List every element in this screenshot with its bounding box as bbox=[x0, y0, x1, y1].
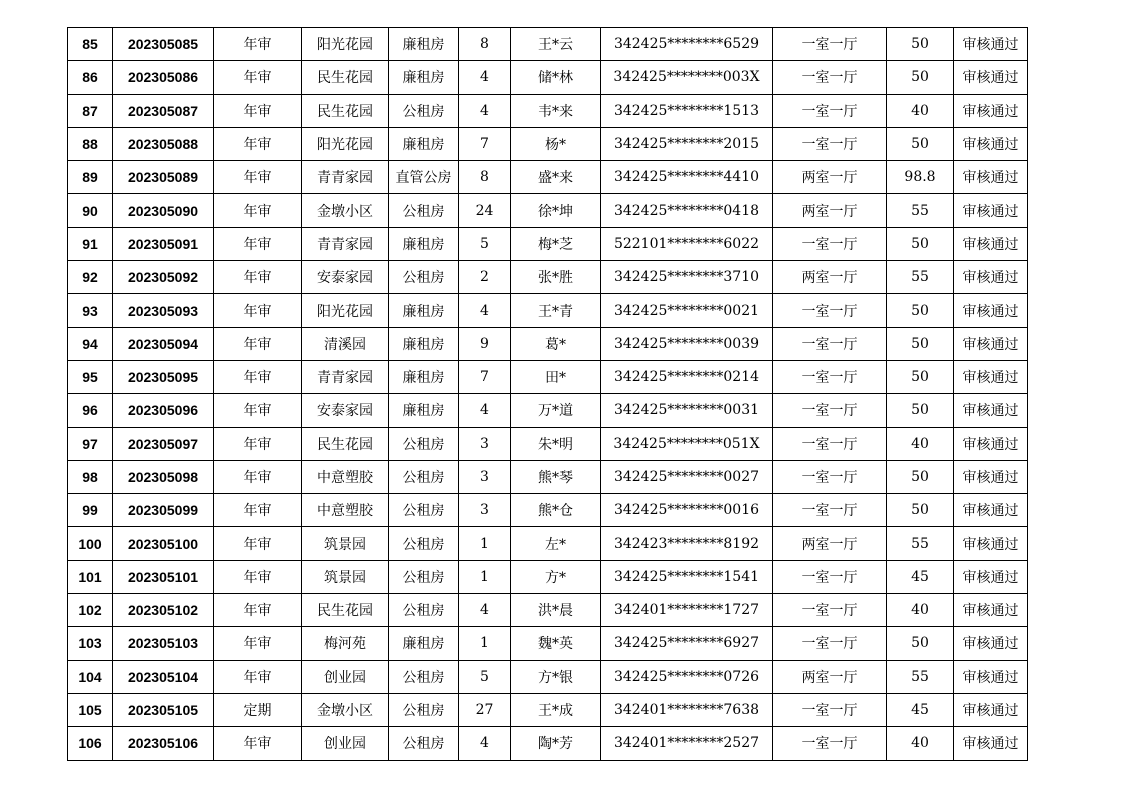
review-status-cell: 审核通过 bbox=[954, 427, 1028, 460]
applicant-name-cell: 王*云 bbox=[511, 28, 601, 61]
id-number-cell: 342425********003X bbox=[601, 61, 773, 94]
housing-type-cell: 公租房 bbox=[389, 660, 459, 693]
housing-type-cell: 廉租房 bbox=[389, 61, 459, 94]
area-cell: 40 bbox=[887, 427, 954, 460]
review-type-cell: 年审 bbox=[214, 327, 302, 360]
id-number-cell: 342425********0214 bbox=[601, 360, 773, 393]
review-status-cell: 审核通过 bbox=[954, 660, 1028, 693]
community-cell: 民生花园 bbox=[302, 61, 389, 94]
applicant-name-cell: 万*道 bbox=[511, 394, 601, 427]
applicant-name-cell: 盛*来 bbox=[511, 161, 601, 194]
table-row bbox=[68, 460, 1028, 493]
area-cell: 55 bbox=[887, 527, 954, 560]
area-cell: 50 bbox=[887, 360, 954, 393]
row-index-cell: 99 bbox=[68, 494, 113, 527]
area-cell: 45 bbox=[887, 560, 954, 593]
housing-type-cell: 廉租房 bbox=[389, 28, 459, 61]
housing-type-cell: 廉租房 bbox=[389, 394, 459, 427]
housing-type-cell: 公租房 bbox=[389, 727, 459, 760]
table-row bbox=[68, 693, 1028, 726]
record-code-cell: 202305104 bbox=[113, 660, 214, 693]
area-cell: 50 bbox=[887, 627, 954, 660]
applicant-name-cell: 田* bbox=[511, 360, 601, 393]
record-code-cell: 202305095 bbox=[113, 360, 214, 393]
review-type-cell: 年审 bbox=[214, 227, 302, 260]
unit-layout-cell: 两室一厅 bbox=[773, 161, 887, 194]
table-row bbox=[68, 327, 1028, 360]
review-type-cell: 年审 bbox=[214, 294, 302, 327]
community-cell: 创业园 bbox=[302, 660, 389, 693]
row-index-cell: 88 bbox=[68, 127, 113, 160]
review-status-cell: 审核通过 bbox=[954, 161, 1028, 194]
table-row bbox=[68, 727, 1028, 760]
applicant-name-cell: 杨* bbox=[511, 127, 601, 160]
community-cell: 金墩小区 bbox=[302, 194, 389, 227]
id-number-cell: 342425********6927 bbox=[601, 627, 773, 660]
id-number-cell: 522101********6022 bbox=[601, 227, 773, 260]
applicant-name-cell: 陶*芳 bbox=[511, 727, 601, 760]
review-type-cell: 年审 bbox=[214, 360, 302, 393]
community-cell: 梅河苑 bbox=[302, 627, 389, 660]
community-cell: 青青家园 bbox=[302, 360, 389, 393]
table-row bbox=[68, 28, 1028, 61]
household-count-cell: 7 bbox=[459, 127, 511, 160]
row-index-cell: 98 bbox=[68, 460, 113, 493]
review-status-cell: 审核通过 bbox=[954, 627, 1028, 660]
row-index-cell: 100 bbox=[68, 527, 113, 560]
housing-type-cell: 公租房 bbox=[389, 594, 459, 627]
record-code-cell: 202305086 bbox=[113, 61, 214, 94]
household-count-cell: 27 bbox=[459, 693, 511, 726]
table-row bbox=[68, 61, 1028, 94]
housing-type-cell: 公租房 bbox=[389, 527, 459, 560]
review-status-cell: 审核通过 bbox=[954, 394, 1028, 427]
record-code-cell: 202305099 bbox=[113, 494, 214, 527]
table-row bbox=[68, 660, 1028, 693]
applicant-name-cell: 方* bbox=[511, 560, 601, 593]
review-status-cell: 审核通过 bbox=[954, 294, 1028, 327]
record-code-cell: 202305085 bbox=[113, 28, 214, 61]
area-cell: 50 bbox=[887, 28, 954, 61]
household-count-cell: 4 bbox=[459, 61, 511, 94]
area-cell: 50 bbox=[887, 460, 954, 493]
household-count-cell: 1 bbox=[459, 627, 511, 660]
household-count-cell: 2 bbox=[459, 261, 511, 294]
id-number-cell: 342425********2015 bbox=[601, 127, 773, 160]
review-type-cell: 年审 bbox=[214, 494, 302, 527]
applicant-name-cell: 方*银 bbox=[511, 660, 601, 693]
community-cell: 民生花园 bbox=[302, 427, 389, 460]
community-cell: 筑景园 bbox=[302, 527, 389, 560]
id-number-cell: 342425********3710 bbox=[601, 261, 773, 294]
row-index-cell: 94 bbox=[68, 327, 113, 360]
unit-layout-cell: 一室一厅 bbox=[773, 394, 887, 427]
unit-layout-cell: 一室一厅 bbox=[773, 560, 887, 593]
area-cell: 40 bbox=[887, 94, 954, 127]
unit-layout-cell: 一室一厅 bbox=[773, 94, 887, 127]
housing-type-cell: 廉租房 bbox=[389, 127, 459, 160]
record-code-cell: 202305088 bbox=[113, 127, 214, 160]
applicant-name-cell: 张*胜 bbox=[511, 261, 601, 294]
record-code-cell: 202305092 bbox=[113, 261, 214, 294]
community-cell: 中意塑胶 bbox=[302, 494, 389, 527]
table-row bbox=[68, 427, 1028, 460]
community-cell: 安泰家园 bbox=[302, 394, 389, 427]
review-type-cell: 年审 bbox=[214, 660, 302, 693]
unit-layout-cell: 一室一厅 bbox=[773, 227, 887, 260]
record-code-cell: 202305101 bbox=[113, 560, 214, 593]
table-row bbox=[68, 594, 1028, 627]
row-index-cell: 92 bbox=[68, 261, 113, 294]
unit-layout-cell: 两室一厅 bbox=[773, 527, 887, 560]
applicant-name-cell: 徐*坤 bbox=[511, 194, 601, 227]
review-type-cell: 年审 bbox=[214, 394, 302, 427]
housing-type-cell: 廉租房 bbox=[389, 227, 459, 260]
area-cell: 55 bbox=[887, 261, 954, 294]
housing-type-cell: 公租房 bbox=[389, 261, 459, 294]
community-cell: 清溪园 bbox=[302, 327, 389, 360]
area-cell: 40 bbox=[887, 727, 954, 760]
review-status-cell: 审核通过 bbox=[954, 494, 1028, 527]
community-cell: 中意塑胶 bbox=[302, 460, 389, 493]
row-index-cell: 85 bbox=[68, 28, 113, 61]
unit-layout-cell: 两室一厅 bbox=[773, 261, 887, 294]
record-code-cell: 202305105 bbox=[113, 693, 214, 726]
record-code-cell: 202305098 bbox=[113, 460, 214, 493]
housing-type-cell: 廉租房 bbox=[389, 294, 459, 327]
review-type-cell: 年审 bbox=[214, 627, 302, 660]
table-row bbox=[68, 394, 1028, 427]
table-row bbox=[68, 194, 1028, 227]
housing-type-cell: 公租房 bbox=[389, 494, 459, 527]
household-count-cell: 4 bbox=[459, 394, 511, 427]
table-row bbox=[68, 294, 1028, 327]
community-cell: 阳光花园 bbox=[302, 127, 389, 160]
unit-layout-cell: 一室一厅 bbox=[773, 427, 887, 460]
household-count-cell: 3 bbox=[459, 427, 511, 460]
id-number-cell: 342425********0726 bbox=[601, 660, 773, 693]
record-code-cell: 202305087 bbox=[113, 94, 214, 127]
area-cell: 55 bbox=[887, 660, 954, 693]
household-count-cell: 3 bbox=[459, 460, 511, 493]
id-number-cell: 342401********7638 bbox=[601, 693, 773, 726]
record-code-cell: 202305094 bbox=[113, 327, 214, 360]
area-cell: 50 bbox=[887, 227, 954, 260]
id-number-cell: 342401********2527 bbox=[601, 727, 773, 760]
area-cell: 50 bbox=[887, 327, 954, 360]
review-type-cell: 年审 bbox=[214, 127, 302, 160]
applicant-name-cell: 朱*明 bbox=[511, 427, 601, 460]
review-status-cell: 审核通过 bbox=[954, 261, 1028, 294]
review-status-cell: 审核通过 bbox=[954, 594, 1028, 627]
review-type-cell: 年审 bbox=[214, 727, 302, 760]
row-index-cell: 104 bbox=[68, 660, 113, 693]
row-index-cell: 86 bbox=[68, 61, 113, 94]
review-status-cell: 审核通过 bbox=[954, 527, 1028, 560]
applicant-name-cell: 葛* bbox=[511, 327, 601, 360]
review-type-cell: 年审 bbox=[214, 560, 302, 593]
record-code-cell: 202305100 bbox=[113, 527, 214, 560]
record-code-cell: 202305093 bbox=[113, 294, 214, 327]
community-cell: 民生花园 bbox=[302, 594, 389, 627]
review-status-cell: 审核通过 bbox=[954, 327, 1028, 360]
review-status-cell: 审核通过 bbox=[954, 94, 1028, 127]
household-count-cell: 1 bbox=[459, 560, 511, 593]
applicant-name-cell: 熊*仓 bbox=[511, 494, 601, 527]
unit-layout-cell: 一室一厅 bbox=[773, 727, 887, 760]
area-cell: 50 bbox=[887, 394, 954, 427]
row-index-cell: 101 bbox=[68, 560, 113, 593]
household-count-cell: 3 bbox=[459, 494, 511, 527]
table-body bbox=[68, 28, 1028, 761]
table-row bbox=[68, 627, 1028, 660]
applicant-name-cell: 左* bbox=[511, 527, 601, 560]
row-index-cell: 87 bbox=[68, 94, 113, 127]
review-type-cell: 年审 bbox=[214, 460, 302, 493]
unit-layout-cell: 一室一厅 bbox=[773, 360, 887, 393]
id-number-cell: 342425********1513 bbox=[601, 94, 773, 127]
table-row bbox=[68, 94, 1028, 127]
review-status-cell: 审核通过 bbox=[954, 560, 1028, 593]
id-number-cell: 342425********0021 bbox=[601, 294, 773, 327]
community-cell: 筑景园 bbox=[302, 560, 389, 593]
unit-layout-cell: 一室一厅 bbox=[773, 627, 887, 660]
housing-type-cell: 廉租房 bbox=[389, 360, 459, 393]
record-code-cell: 202305089 bbox=[113, 161, 214, 194]
unit-layout-cell: 一室一厅 bbox=[773, 494, 887, 527]
row-index-cell: 97 bbox=[68, 427, 113, 460]
review-status-cell: 审核通过 bbox=[954, 194, 1028, 227]
community-cell: 阳光花园 bbox=[302, 28, 389, 61]
review-type-cell: 年审 bbox=[214, 161, 302, 194]
household-count-cell: 5 bbox=[459, 227, 511, 260]
id-number-cell: 342425********051X bbox=[601, 427, 773, 460]
housing-type-cell: 公租房 bbox=[389, 693, 459, 726]
id-number-cell: 342425********6529 bbox=[601, 28, 773, 61]
area-cell: 40 bbox=[887, 594, 954, 627]
household-count-cell: 24 bbox=[459, 194, 511, 227]
household-count-cell: 4 bbox=[459, 594, 511, 627]
review-type-cell: 定期 bbox=[214, 693, 302, 726]
review-type-cell: 年审 bbox=[214, 594, 302, 627]
area-cell: 50 bbox=[887, 494, 954, 527]
review-type-cell: 年审 bbox=[214, 261, 302, 294]
household-count-cell: 4 bbox=[459, 294, 511, 327]
housing-type-cell: 公租房 bbox=[389, 560, 459, 593]
review-type-cell: 年审 bbox=[214, 61, 302, 94]
table-row bbox=[68, 127, 1028, 160]
id-number-cell: 342425********4410 bbox=[601, 161, 773, 194]
row-index-cell: 96 bbox=[68, 394, 113, 427]
row-index-cell: 93 bbox=[68, 294, 113, 327]
id-number-cell: 342425********1541 bbox=[601, 560, 773, 593]
id-number-cell: 342425********0027 bbox=[601, 460, 773, 493]
housing-type-cell: 廉租房 bbox=[389, 627, 459, 660]
row-index-cell: 103 bbox=[68, 627, 113, 660]
community-cell: 民生花园 bbox=[302, 94, 389, 127]
review-type-cell: 年审 bbox=[214, 28, 302, 61]
unit-layout-cell: 一室一厅 bbox=[773, 294, 887, 327]
community-cell: 青青家园 bbox=[302, 161, 389, 194]
applicant-name-cell: 储*林 bbox=[511, 61, 601, 94]
area-cell: 45 bbox=[887, 693, 954, 726]
row-index-cell: 90 bbox=[68, 194, 113, 227]
unit-layout-cell: 一室一厅 bbox=[773, 327, 887, 360]
unit-layout-cell: 一室一厅 bbox=[773, 594, 887, 627]
record-code-cell: 202305106 bbox=[113, 727, 214, 760]
applicant-name-cell: 韦*来 bbox=[511, 94, 601, 127]
review-status-cell: 审核通过 bbox=[954, 727, 1028, 760]
unit-layout-cell: 一室一厅 bbox=[773, 127, 887, 160]
community-cell: 创业园 bbox=[302, 727, 389, 760]
review-status-cell: 审核通过 bbox=[954, 693, 1028, 726]
housing-review-table bbox=[67, 27, 1028, 761]
household-count-cell: 8 bbox=[459, 28, 511, 61]
community-cell: 青青家园 bbox=[302, 227, 389, 260]
review-type-cell: 年审 bbox=[214, 194, 302, 227]
record-code-cell: 202305090 bbox=[113, 194, 214, 227]
review-status-cell: 审核通过 bbox=[954, 28, 1028, 61]
review-status-cell: 审核通过 bbox=[954, 61, 1028, 94]
id-number-cell: 342425********0039 bbox=[601, 327, 773, 360]
unit-layout-cell: 两室一厅 bbox=[773, 194, 887, 227]
row-index-cell: 91 bbox=[68, 227, 113, 260]
row-index-cell: 105 bbox=[68, 693, 113, 726]
review-type-cell: 年审 bbox=[214, 427, 302, 460]
area-cell: 50 bbox=[887, 127, 954, 160]
community-cell: 阳光花园 bbox=[302, 294, 389, 327]
table-row bbox=[68, 560, 1028, 593]
housing-type-cell: 公租房 bbox=[389, 194, 459, 227]
household-count-cell: 8 bbox=[459, 161, 511, 194]
unit-layout-cell: 两室一厅 bbox=[773, 660, 887, 693]
id-number-cell: 342425********0016 bbox=[601, 494, 773, 527]
review-type-cell: 年审 bbox=[214, 94, 302, 127]
area-cell: 50 bbox=[887, 294, 954, 327]
record-code-cell: 202305096 bbox=[113, 394, 214, 427]
household-count-cell: 9 bbox=[459, 327, 511, 360]
household-count-cell: 7 bbox=[459, 360, 511, 393]
table-row bbox=[68, 494, 1028, 527]
table-row bbox=[68, 261, 1028, 294]
id-number-cell: 342423********8192 bbox=[601, 527, 773, 560]
applicant-name-cell: 梅*芝 bbox=[511, 227, 601, 260]
household-count-cell: 1 bbox=[459, 527, 511, 560]
housing-type-cell: 公租房 bbox=[389, 460, 459, 493]
row-index-cell: 95 bbox=[68, 360, 113, 393]
review-status-cell: 审核通过 bbox=[954, 460, 1028, 493]
id-number-cell: 342425********0031 bbox=[601, 394, 773, 427]
table-row bbox=[68, 161, 1028, 194]
record-code-cell: 202305091 bbox=[113, 227, 214, 260]
unit-layout-cell: 一室一厅 bbox=[773, 61, 887, 94]
housing-type-cell: 直管公房 bbox=[389, 161, 459, 194]
area-cell: 55 bbox=[887, 194, 954, 227]
table-row bbox=[68, 360, 1028, 393]
table-row bbox=[68, 527, 1028, 560]
housing-type-cell: 公租房 bbox=[389, 427, 459, 460]
unit-layout-cell: 一室一厅 bbox=[773, 460, 887, 493]
housing-type-cell: 公租房 bbox=[389, 94, 459, 127]
area-cell: 98.8 bbox=[887, 161, 954, 194]
row-index-cell: 102 bbox=[68, 594, 113, 627]
row-index-cell: 106 bbox=[68, 727, 113, 760]
id-number-cell: 342401********1727 bbox=[601, 594, 773, 627]
review-status-cell: 审核通过 bbox=[954, 127, 1028, 160]
applicant-name-cell: 洪*晨 bbox=[511, 594, 601, 627]
applicant-name-cell: 王*成 bbox=[511, 693, 601, 726]
applicant-name-cell: 王*青 bbox=[511, 294, 601, 327]
community-cell: 安泰家园 bbox=[302, 261, 389, 294]
record-code-cell: 202305097 bbox=[113, 427, 214, 460]
community-cell: 金墩小区 bbox=[302, 693, 389, 726]
applicant-name-cell: 熊*琴 bbox=[511, 460, 601, 493]
area-cell: 50 bbox=[887, 61, 954, 94]
id-number-cell: 342425********0418 bbox=[601, 194, 773, 227]
applicant-name-cell: 魏*英 bbox=[511, 627, 601, 660]
table-row bbox=[68, 227, 1028, 260]
household-count-cell: 4 bbox=[459, 727, 511, 760]
review-status-cell: 审核通过 bbox=[954, 360, 1028, 393]
record-code-cell: 202305102 bbox=[113, 594, 214, 627]
household-count-cell: 4 bbox=[459, 94, 511, 127]
review-type-cell: 年审 bbox=[214, 527, 302, 560]
record-code-cell: 202305103 bbox=[113, 627, 214, 660]
housing-type-cell: 廉租房 bbox=[389, 327, 459, 360]
review-status-cell: 审核通过 bbox=[954, 227, 1028, 260]
unit-layout-cell: 一室一厅 bbox=[773, 28, 887, 61]
row-index-cell: 89 bbox=[68, 161, 113, 194]
unit-layout-cell: 一室一厅 bbox=[773, 693, 887, 726]
household-count-cell: 5 bbox=[459, 660, 511, 693]
